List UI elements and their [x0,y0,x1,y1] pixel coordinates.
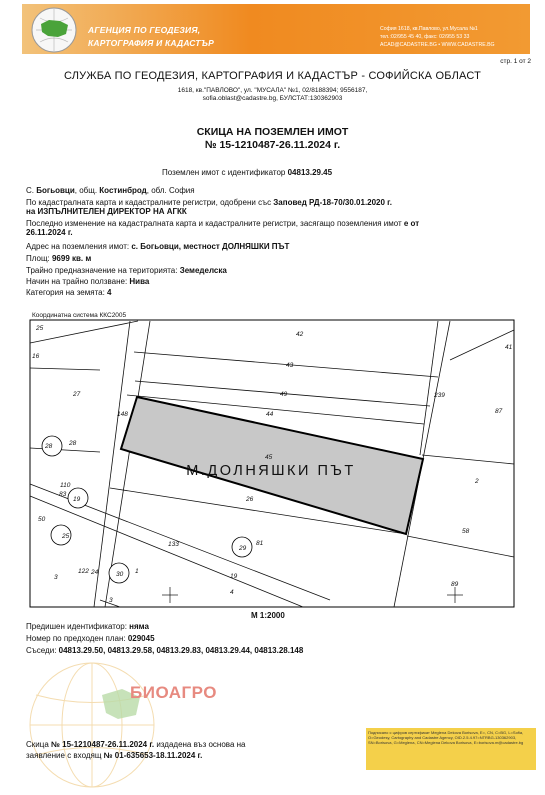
area-value: 9699 кв. м [51,254,92,263]
footer-note [26,739,246,761]
parcel-number-label: 81 [256,540,264,547]
agency-name-line1: АГЕНЦИЯ ПО ГЕОДЕЗИЯ, [88,25,201,35]
map-order-text: По кадастралната карта и кадастралните регистри, одобрени със [26,198,274,207]
neighbors-value: 04813.29.50, 04813.29.58, 04813.29.83, 04813.29.44, 04813.28.148 [58,646,304,655]
map-order: Заповед РД-18-70/30.01.2020 г. [273,198,392,207]
parcel-number-label: 44 [266,411,274,418]
usage-value: Нива [129,277,150,286]
parcel-number-label: 1 [135,568,139,575]
identifier-value: 04813.29.45 [287,168,333,177]
map-order-by: на ИЗПЪЛНИТЕЛЕН ДИРЕКТОР НА АГКК [26,207,187,216]
parcel-number-label: 26 [246,496,254,503]
parcel-number-label: 3 [109,597,113,604]
address-label: Адрес на поземления имот: [26,242,132,251]
agency-phone: тел.:02/955 45 40, факс: 02/955 53 33 [380,34,470,40]
road-edge [30,496,303,607]
parcel-number-label: 25 [36,325,44,332]
municipality: Костинброд [99,186,147,195]
region: , обл. София [146,186,195,195]
identifier-label: Поземлен имот с идентификатор [162,168,286,177]
parcel-number-label: 148 [117,411,128,418]
footer-line1 [26,739,246,750]
locality-name: М.ДОЛНЯШКИ ПЪТ [186,463,356,479]
location-prefix: С. [26,186,37,195]
parcel-number-label: 110 [60,482,71,489]
agency-name-line2: КАРТОГРАФИЯ И КАДАСТЪР [88,38,215,48]
boundary [30,321,138,343]
parcel-number-label: 50 [38,516,46,523]
parcel-number-label: 24 [91,569,99,576]
parcel-number-label: 4 [230,589,234,596]
usage-label: Начин на трайно ползване: [26,277,130,286]
boundary [30,448,100,452]
parcel-number-label: 28 [45,443,53,450]
parcel-number-label: 19 [230,573,238,580]
parcel-number-label: 83 [59,491,67,498]
parcel-number-label: 43 [286,362,294,369]
parcel-number-label: 239 [434,392,445,399]
document-number: № 15-1210487-26.11.2024 г. [204,139,341,151]
parcel-number-label: 58 [462,528,470,535]
boundary [30,368,100,370]
globe-watermark-icon [22,655,162,795]
prev-id-line [26,622,149,631]
footer-suffix: издадена въз основа на [154,740,246,749]
map-scale: М 1:2000 [251,611,285,620]
parcel-number-label: 28 [69,440,77,447]
village: Богьовци [36,186,75,195]
office-address-line2: sofia.oblast@cadastre.bg, БУЛСТАТ:130362903 [202,95,343,102]
purpose-label: Трайно предназначение на територията: [26,266,180,275]
footer-sketch-number: № 15-1210487-26.11.2024 г. [51,740,155,749]
municipality-prefix: , общ. [74,186,100,195]
page-number: стр. 1 от 2 [500,58,531,65]
cross-markers [162,587,463,603]
parcel-number-label: 89 [451,581,459,588]
parcel-number-label: 25 [62,533,70,540]
parcel-number-label: 87 [495,408,503,415]
prev-plan-value: 029045 [127,634,155,643]
footer-prefix: Скица [26,740,51,749]
parcel-number-label: 49 [280,391,288,398]
office-title: СЛУЖБА ПО ГЕОДЕЗИЯ, КАРТОГРАФИЯ И КАДАСТЪР - СОФИЙСКА ОБЛАСТ [63,70,482,82]
prev-id-label: Предишен идентификатор: [26,622,130,631]
prev-plan-line [26,634,155,643]
parcel-number-label: 133 [168,541,179,548]
parcel-number-label: 45 [265,454,273,461]
last-change-date: 26.11.2024 г. [26,228,73,237]
parcel-number-label: 27 [73,391,81,398]
prev-id-value: няма [129,622,149,631]
last-change-from: е от [403,219,420,228]
address-value: с. Богьовци, местност ДОЛНЯШКИ ПЪТ [131,242,290,251]
parcel-number-label: 122 [78,568,89,575]
category-value: 4 [107,288,112,297]
last-change-text: Последно изменение на кадастралната карта и кадастралните регистри, засягащо поземления имот [26,219,404,228]
boundary [407,536,514,557]
neighbors-label: Съседи: [26,646,59,655]
agency-address: София 1618, кв.Павлово, ул.Мусала №1 [380,26,478,32]
purpose-value: Земеделска [179,266,227,275]
parcel-number-label: 19 [73,496,81,503]
footer-line2 [26,750,246,761]
prev-plan-label: Номер по предходен план: [26,634,128,643]
parcel-number-label: 42 [296,331,304,338]
office-address-line1: 1618, кв."ПАВЛОВО", ул. "МУСАЛА" №1, 02/8188394; 9556187, [177,87,368,94]
footer-application-number: № 01-635653-18.11.2024 г. [103,751,203,760]
boundary [422,455,514,464]
document-title: СКИЦА НА ПОЗЕМЛЕН ИМОТ [196,126,349,138]
neighbors-line [26,646,303,655]
parcel-number-label: 41 [505,344,513,351]
digital-signature-text: Подписано с цифров сертификат Meglena Dekova Borisova, E=, CN, C=BG, L=Sofia, O=Geodesy, Cartography and Cadastre Agency, OID.2.5.4.97=NTRBG-130362903, SN=Borisova, G=Meglena, CN=Meglena Dekova Borisova, E=borisova.m@cadastre.bg [368,730,524,746]
parcel-number-label: 30 [116,571,124,578]
footer-application-prefix: заявление с входящ [26,751,104,760]
coordinate-system: Координатна система ККС2005 [32,312,127,319]
category-label: Категория на земята: [26,288,108,297]
parcel-number-label: 2 [475,478,479,485]
area-label: Площ: [26,254,52,263]
parcel-number-label: 3 [54,574,58,581]
parcel-number-label: 29 [239,545,247,552]
bioagro-watermark: БИОАГРО [130,683,217,702]
parcel-number-label: 16 [32,353,40,360]
agency-email-web: ACAD@CADASTRE.BG • WWW.CADASTRE.BG [380,42,495,48]
boundary [420,321,438,455]
